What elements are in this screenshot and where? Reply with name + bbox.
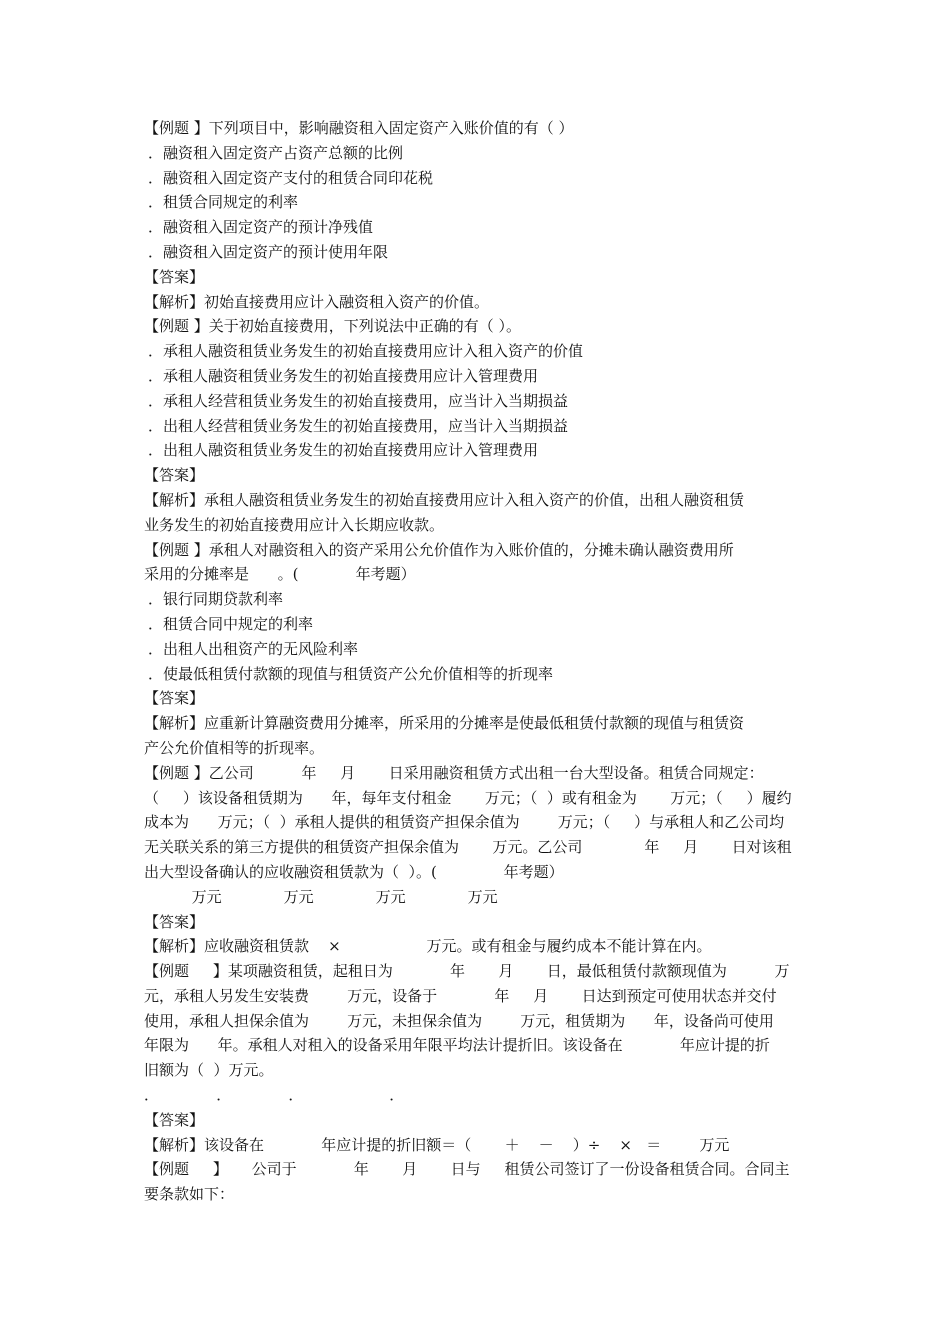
q2-answer: 【答案】 xyxy=(144,466,205,485)
q6-stem-line-1: 【例题 】 公司于 年 月 日与 租赁公司签订了一份设备租赁合同。合同主 xyxy=(144,1160,790,1179)
q1-option-c: ．租赁合同规定的利率 xyxy=(148,193,299,212)
q5-stem-line-1: 【例题 】某项融资租赁，起租日为 年 月 日，最低租赁付款额现值为 万 xyxy=(144,962,790,981)
q1-stem: 【例题 】下列项目中，影响融资租入固定资产入账价值的有（ ） xyxy=(144,119,574,137)
q4-answer: 【答案】 xyxy=(144,912,205,931)
q4-options: 万元 万元 万元 万元 xyxy=(144,887,498,906)
q2-option-d: ．出租人经营租赁业务发生的初始直接费用，应当计入当期损益 xyxy=(148,416,569,435)
q1-option-b: ．融资租入固定资产支付的租赁合同印花税 xyxy=(148,168,434,187)
q6-stem-line-2: 要条款如下： xyxy=(144,1185,235,1204)
q4-stem-line-3: 成本为 万元；（ ）承租人提供的租赁资产担保余值为 万元；（ ）与承租人和乙公司均 xyxy=(144,813,785,832)
q3-answer: 【答案】 xyxy=(144,689,205,708)
q3-option-c: ．出租人出租资产的无风险利率 xyxy=(148,639,359,658)
q1-option-d: ．融资租入固定资产的预计净残值 xyxy=(148,218,374,237)
q3-analysis-line-1: 【解析】应重新计算融资费用分摊率，所采用的分摊率是使最低租赁付款额的现值与租赁资 xyxy=(144,714,745,733)
q5-stem-line-5: 旧额为（ ）万元。 xyxy=(144,1061,274,1080)
q3-analysis-line-2: 产公允价值相等的折现率。 xyxy=(144,738,325,757)
q2-option-a: ．承租人融资租赁业务发生的初始直接费用应计入租入资产的价值 xyxy=(148,342,584,361)
q4-analysis: 【解析】应收融资租赁款 × 万元。或有租金与履约成本不能计算在内。 xyxy=(144,937,712,956)
q5-options: ． ． ． ． xyxy=(144,1086,405,1105)
q2-stem: 【例题 】关于初始直接费用，下列说法中正确的有（ ）。 xyxy=(144,317,522,336)
q4-stem-line-1: 【例题 】乙公司 年 月 日采用融资租赁方式出租一台大型设备。租赁合同规定： xyxy=(144,763,764,782)
q2-analysis-line-2: 业务发生的初始直接费用应计入长期应收款。 xyxy=(144,515,445,534)
q2-analysis-line-1: 【解析】承租人融资租赁业务发生的初始直接费用应计入租入资产的价值，出租人融资租赁 xyxy=(144,490,745,509)
q1-analysis: 【解析】初始直接费用应计入融资租入资产的价值。 xyxy=(144,292,490,311)
q3-option-d: ．使最低租赁付款额的现值与租赁资产公允价值相等的折现率 xyxy=(148,664,554,683)
q5-answer: 【答案】 xyxy=(144,1110,205,1129)
q4-stem-line-4: 无关联关系的第三方提供的租赁资产担保余值为 万元。乙公司 年 月 日对该租 xyxy=(144,838,792,857)
q1-option-a: ．融资租入固定资产占资产总额的比例 xyxy=(148,143,404,162)
q1-answer: 【答案】 xyxy=(144,267,205,286)
q3-stem-line-2: 采用的分摊率是 。( 年考题） xyxy=(144,565,416,584)
document-page xyxy=(144,116,809,1207)
q2-option-c: ．承租人经营租赁业务发生的初始直接费用，应当计入当期损益 xyxy=(148,391,569,410)
q4-stem-line-2: （ ）该设备租赁期为 年，每年支付租金 万元；（ ）或有租金为 万元；（ ）履约 xyxy=(144,788,792,807)
q5-stem-line-4: 年限为 年。承租人对租入的设备采用年限平均法计提折旧。该设备在 年应计提的折 xyxy=(144,1036,770,1055)
q1-option-e: ．融资租入固定资产的预计使用年限 xyxy=(148,242,389,261)
q4-stem-line-5: 出大型设备确认的应收融资租赁款为（ ）。( 年考题） xyxy=(144,862,564,881)
q5-stem-line-3: 使用，承租人担保余值为 万元，未担保余值为 万元，租赁期为 年，设备尚可使用 xyxy=(144,1011,774,1030)
q2-option-e: ．出租人融资租赁业务发生的初始直接费用应计入管理费用 xyxy=(148,441,539,460)
q2-option-b: ．承租人融资租赁业务发生的初始直接费用应计入管理费用 xyxy=(148,366,539,385)
q3-option-b: ．租赁合同中规定的利率 xyxy=(148,614,314,633)
q3-stem-line-1: 【例题 】承租人对融资租入的资产采用公允价值作为入账价值的，分摊未确认融资费用所 xyxy=(144,540,734,559)
q5-stem-line-2: 元，承租人另发生安装费 万元，设备于 年 月 日达到预定可使用状态并交付 xyxy=(144,986,777,1005)
q5-analysis: 【解析】该设备在 年应计提的折旧额＝（ ＋ － ）÷ × ＝ 万元 xyxy=(144,1135,730,1154)
q3-option-a: ．银行同期贷款利率 xyxy=(148,590,284,609)
